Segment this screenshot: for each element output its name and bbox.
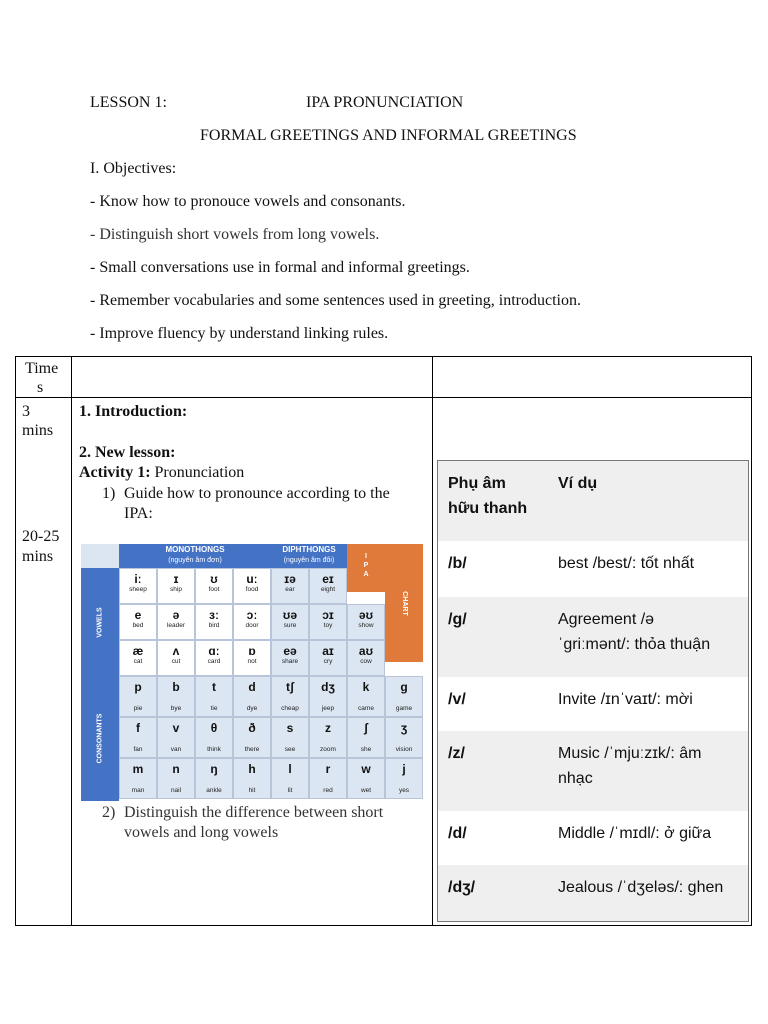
ipa-example-word: she <box>360 746 372 753</box>
vowel-cell <box>309 568 347 604</box>
diphthongs-title: DIPHTHONGS <box>282 545 336 554</box>
ipa-example-word: cut <box>171 658 181 665</box>
ipa-symbol: s <box>286 721 294 735</box>
ipa-example-word: not <box>247 658 257 665</box>
ipa-symbol: ʒ <box>400 721 408 735</box>
chart-corner <box>81 544 119 568</box>
consonant-cell <box>119 676 157 717</box>
vowel-cell <box>157 568 195 604</box>
time-intro-unit: mins <box>22 422 54 439</box>
ipa-example-word: man <box>131 787 145 794</box>
ipa-example-word: nail <box>170 787 182 794</box>
monothongs-subtitle: (nguyên âm đơn) <box>168 557 222 564</box>
ipa-symbol: ʃ <box>364 721 368 735</box>
ipa-example-word: lit <box>287 787 293 794</box>
ipa-symbol: aʊ <box>358 644 374 658</box>
ipa-example-word: bye <box>170 705 182 712</box>
consonant-example: best /best/: tốt nhất <box>558 555 695 572</box>
ipa-example-word: bird <box>208 622 220 629</box>
consonant-symbol: /v/ <box>448 691 466 708</box>
ipa-example-word: show <box>358 622 374 629</box>
ipa-symbol: iː <box>134 572 142 586</box>
consonant-row <box>438 811 748 865</box>
ipa-chart <box>81 544 423 801</box>
activity-label: Activity 1: <box>79 464 151 481</box>
consonant-cell <box>347 717 385 758</box>
ipa-example-word: tie <box>210 705 218 712</box>
ipa-symbol: eɪ <box>322 572 334 586</box>
consonant-table-header <box>438 461 748 541</box>
ipa-example-word: sure <box>283 622 297 629</box>
vowel-cell <box>233 604 271 640</box>
ipa-example-word: fan <box>133 746 143 753</box>
ipa-symbol: ɒ <box>248 644 256 658</box>
ipa-symbol: e <box>134 608 142 622</box>
time-lesson-unit: mins <box>22 548 54 565</box>
objective-item: - Remember vocabularies and some sentences used in greeting, introduction. <box>90 292 581 309</box>
vowel-cell <box>347 640 385 676</box>
ipa-example-word: cow <box>360 658 372 665</box>
consonant-cell <box>271 676 309 717</box>
vowel-cell <box>309 604 347 640</box>
column-divider <box>432 357 433 925</box>
consonant-symbol: /d/ <box>448 825 467 842</box>
voiced-consonant-table <box>437 460 749 922</box>
ipa-example-word: zoom <box>320 746 336 753</box>
ipa-example-word: think <box>207 746 221 753</box>
ipa-example-word: toy <box>323 622 333 629</box>
vowels-label-block <box>81 568 119 676</box>
ipa-symbol: r <box>325 762 331 776</box>
vowel-cell <box>271 640 309 676</box>
consonant-cell <box>157 717 195 758</box>
consonant-symbol: /z/ <box>448 745 465 762</box>
ipa-symbol: d <box>248 680 256 694</box>
consonant-example: Middle /ˈmɪdl/: ở giữa <box>558 825 712 842</box>
ipa-symbol: θ <box>210 721 218 735</box>
consonant-cell <box>195 717 233 758</box>
consonant-example: Agreement /ə <box>558 611 655 628</box>
consonant-cell <box>385 717 423 758</box>
ipa-example-word: cry <box>323 658 333 665</box>
activity-text: Pronunciation <box>150 464 245 481</box>
time-header-line2: s <box>37 379 44 396</box>
ipa-symbol: ʊ <box>210 572 218 586</box>
consonant-cell <box>385 676 423 717</box>
ipa-example-word: card <box>207 658 221 665</box>
vowel-cell <box>233 640 271 676</box>
time-header-line1: Time <box>25 360 59 377</box>
ipa-symbol: l <box>288 762 292 776</box>
step1-number: 1) <box>102 485 116 502</box>
ipa-example-word: leader <box>166 622 186 629</box>
vowel-cell <box>347 604 385 640</box>
consonant-cell <box>309 758 347 799</box>
ipa-symbol: eə <box>283 644 297 658</box>
diphthongs-header <box>271 544 347 568</box>
objectives-heading: I. Objectives: <box>90 160 177 177</box>
header-col2: Ví dụ <box>558 475 598 492</box>
intro-heading: 1. Introduction: <box>79 403 188 420</box>
ipa-symbol: ɪ <box>173 572 179 586</box>
vowel-cell <box>195 640 233 676</box>
consonant-example: Jealous /ˈdʒeləs/: ghen <box>558 879 724 896</box>
ipa-example-word: yes <box>398 787 410 794</box>
vowel-cell <box>195 568 233 604</box>
ipa-letter: P <box>363 562 369 569</box>
ipa-symbol: w <box>361 762 371 776</box>
vowel-cell <box>271 568 309 604</box>
ipa-symbol: f <box>136 721 140 735</box>
ipa-symbol: uː <box>246 572 258 586</box>
ipa-example-word: wet <box>360 787 372 794</box>
consonants-label-block <box>81 676 119 801</box>
consonant-symbol: /g/ <box>448 611 467 628</box>
row-divider <box>16 397 751 398</box>
ipa-symbol: dʒ <box>321 680 335 694</box>
time-lesson: 20-25 <box>22 528 60 545</box>
monothongs-header <box>119 544 271 568</box>
ipa-symbol: ɔː <box>246 608 258 622</box>
ipa-example-word: ship <box>170 586 182 593</box>
ipa-symbol: æ <box>132 644 144 658</box>
consonant-cell <box>119 717 157 758</box>
chart-label: CHART <box>400 590 408 616</box>
step1-text: Guide how to pronounce according to the <box>124 485 390 502</box>
ipa-symbol: əʊ <box>358 608 374 622</box>
ipa-symbol: j <box>402 762 406 776</box>
activity-line <box>79 463 244 482</box>
consonant-cell <box>157 676 195 717</box>
consonant-cell <box>233 758 271 799</box>
vowel-cell <box>157 640 195 676</box>
step2-text: vowels and long vowels <box>124 824 279 841</box>
ipa-example-word: dye <box>246 705 258 712</box>
ipa-symbol: tʃ <box>286 680 294 694</box>
ipa-example-word: vision <box>395 746 413 753</box>
consonant-row <box>438 731 748 811</box>
ipa-example-word: cat <box>133 658 143 665</box>
ipa-example-word: cheap <box>281 705 299 712</box>
vowel-cell <box>157 604 195 640</box>
time-intro: 3 <box>22 403 30 420</box>
vowel-cell <box>309 640 347 676</box>
vowels-label: VOWELS <box>96 606 104 638</box>
ipa-example-word: red <box>323 787 333 794</box>
step1-text: IPA: <box>124 505 153 522</box>
chart-label-block <box>385 544 423 662</box>
step2-text: Distinguish the difference between short <box>124 804 384 821</box>
lesson-subtitle: FORMAL GREETINGS AND INFORMAL GREETINGS <box>200 127 577 144</box>
ipa-example-word: food <box>245 586 259 593</box>
consonant-cell <box>271 758 309 799</box>
consonant-cell <box>271 717 309 758</box>
consonant-cell <box>233 717 271 758</box>
consonant-cell <box>347 676 385 717</box>
ipa-example-word: jeep <box>321 705 335 712</box>
ipa-label <box>347 544 385 592</box>
ipa-symbol: t <box>212 680 216 694</box>
vowel-cell <box>119 604 157 640</box>
step2-number: 2) <box>102 804 116 821</box>
ipa-example-word: see <box>284 746 296 753</box>
ipa-symbol: aɪ <box>322 644 334 658</box>
ipa-symbol: ə <box>172 608 180 622</box>
ipa-symbol: ŋ <box>210 762 218 776</box>
vowel-cell <box>119 640 157 676</box>
vowel-cell <box>195 604 233 640</box>
objective-item: - Know how to pronouce vowels and consonants. <box>90 193 406 210</box>
ipa-example-word: foot <box>208 586 220 593</box>
ipa-example-word: bed <box>132 622 144 629</box>
ipa-example-word: ear <box>285 586 295 593</box>
ipa-example-word: ankle <box>206 787 222 794</box>
consonant-row <box>438 865 748 922</box>
ipa-symbol: g <box>400 680 408 694</box>
ipa-example-word: pie <box>133 705 143 712</box>
ipa-symbol: v <box>172 721 180 735</box>
ipa-example-word: came <box>358 705 374 712</box>
ipa-example-word: sheep <box>129 586 147 593</box>
header-col1-line1: Phụ âm <box>448 475 506 492</box>
ipa-symbol: m <box>132 762 144 776</box>
consonant-row <box>438 541 748 597</box>
ipa-symbol: ɜː <box>209 608 219 622</box>
header-col1-line2: hữu thanh <box>448 500 528 517</box>
ipa-symbol: b <box>172 680 180 694</box>
consonant-example: Invite /ɪnˈvaɪt/: mời <box>558 691 693 708</box>
consonant-row <box>438 597 748 677</box>
vowel-cell <box>233 568 271 604</box>
ipa-symbol: k <box>362 680 370 694</box>
consonant-cell <box>309 676 347 717</box>
consonants-label: CONSONANTS <box>96 713 104 764</box>
ipa-symbol: ʊə <box>282 608 298 622</box>
consonant-example: Music /ˈmjuːzɪk/: âm <box>558 745 702 762</box>
vowel-cell <box>271 604 309 640</box>
consonant-row <box>438 677 748 731</box>
ipa-letter: I <box>365 553 367 560</box>
consonant-cell <box>119 758 157 799</box>
ipa-example-word: there <box>244 746 260 753</box>
ipa-symbol: z <box>325 721 331 735</box>
consonant-cell <box>195 758 233 799</box>
lesson-topic: IPA PRONUNCIATION <box>306 94 464 111</box>
ipa-symbol: ɪə <box>284 572 296 586</box>
ipa-symbol: ʌ <box>172 644 180 658</box>
ipa-symbol: ð <box>248 721 256 735</box>
ipa-example-word: hit <box>248 787 256 794</box>
ipa-symbol: ɑː <box>208 644 220 658</box>
ipa-symbol: n <box>172 762 180 776</box>
lesson-label: LESSON 1: <box>90 94 167 111</box>
consonant-cell <box>385 758 423 799</box>
consonant-cell <box>233 676 271 717</box>
consonant-cell <box>347 758 385 799</box>
ipa-example-word: van <box>170 746 182 753</box>
consonant-cell <box>157 758 195 799</box>
consonant-example: nhạc <box>558 770 593 787</box>
ipa-symbol: h <box>248 762 256 776</box>
objective-item: - Small conversations use in formal and informal greetings. <box>90 259 470 276</box>
new-lesson-heading: 2. New lesson: <box>79 444 176 461</box>
column-divider <box>71 357 72 925</box>
objective-item: - Improve fluency by understand linking rules. <box>90 325 389 342</box>
vowel-cell <box>119 568 157 604</box>
consonant-cell <box>309 717 347 758</box>
objective-item: - Distinguish short vowels from long vowels. <box>90 226 380 243</box>
consonant-example: ˈgriːmənt/: thỏa thuận <box>558 636 711 653</box>
consonant-symbol: /dʒ/ <box>448 879 476 896</box>
monothongs-title: MONOTHONGS <box>165 545 225 554</box>
ipa-example-word: eight <box>320 586 336 593</box>
consonant-cell <box>195 676 233 717</box>
ipa-example-word: share <box>281 658 299 665</box>
ipa-example-word: game <box>395 705 413 712</box>
ipa-example-word: door <box>245 622 259 629</box>
ipa-symbol: p <box>134 680 142 694</box>
diphthongs-subtitle: (nguyên âm đôi) <box>283 557 335 564</box>
ipa-letter: A <box>363 571 369 578</box>
consonant-symbol: /b/ <box>448 555 467 572</box>
ipa-symbol: ɔɪ <box>322 608 334 622</box>
